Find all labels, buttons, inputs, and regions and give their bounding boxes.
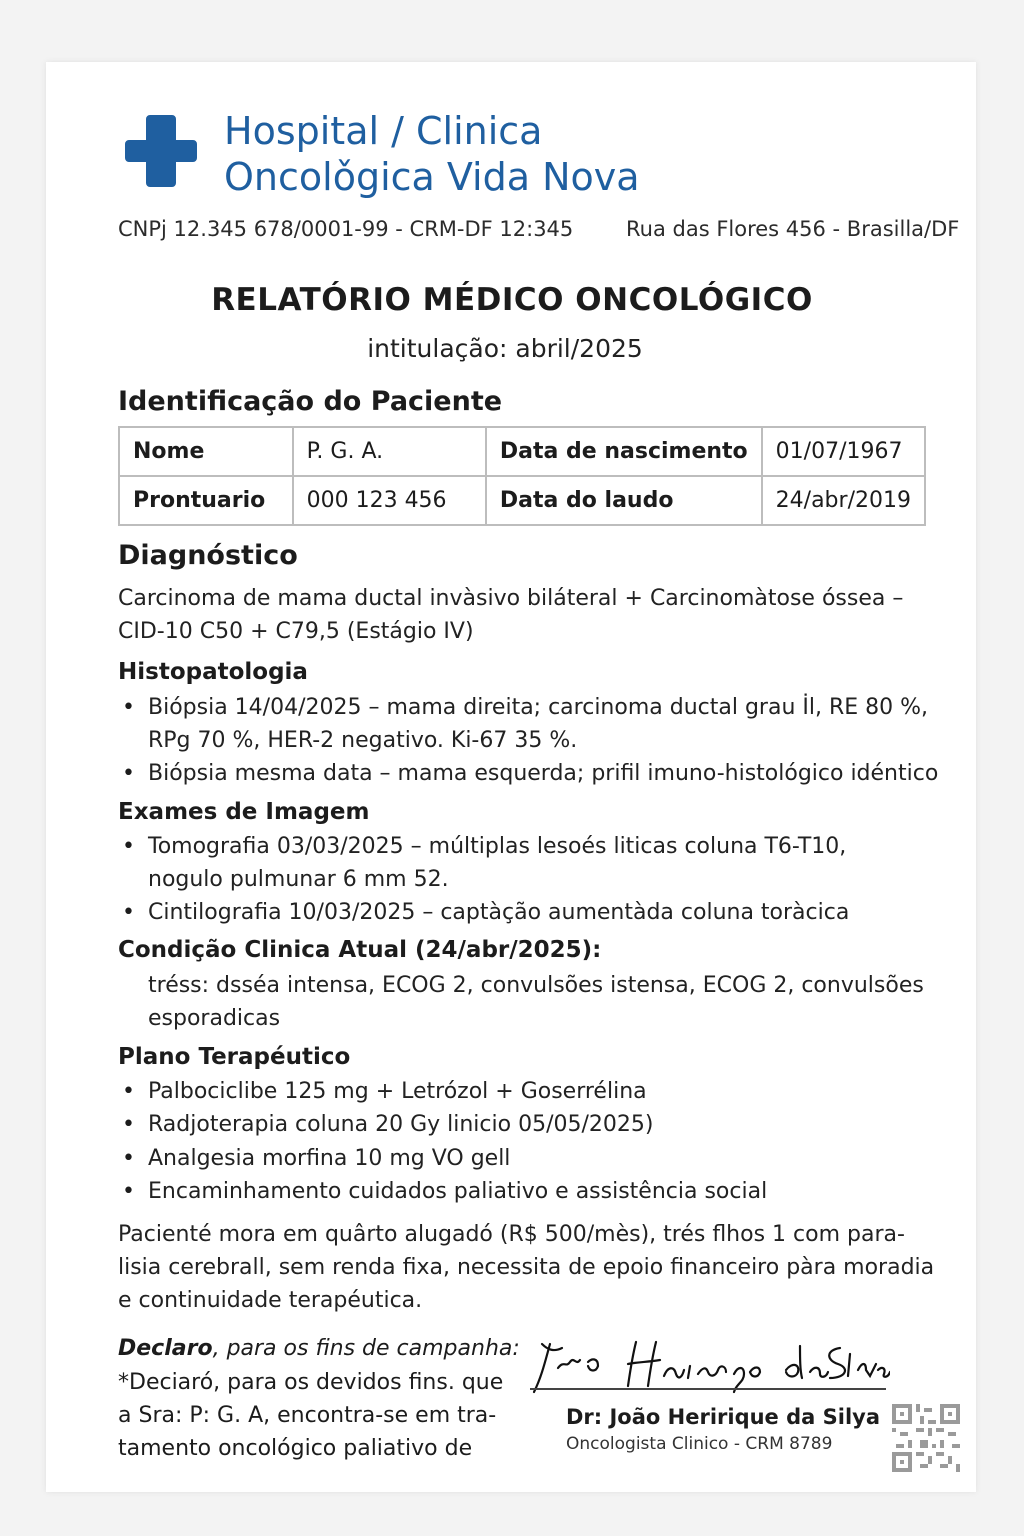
table-row [119, 476, 925, 525]
plan-heading: Plano Terapéutico [118, 1044, 351, 1070]
bullet-icon: • [122, 834, 135, 859]
signature-line [530, 1388, 886, 1390]
bullet-icon: • [122, 761, 135, 786]
social-line2: lisia cerebrall, sem renda fixa, necessita de epoio financeiro pàra moradia [118, 1255, 935, 1280]
bullet-icon: • [122, 1179, 135, 1204]
diagnosis-line1: Carcinoma de mama ductal invàsivo biláteral + Carcinomàtose óssea – [118, 586, 904, 611]
patient-table [118, 426, 926, 526]
declaration-rest: , para os fins de campanha: [212, 1336, 520, 1361]
doctor-name: Dr: João Heririque da Silya [566, 1405, 881, 1429]
report-date-value: 24/abr/2019 [762, 476, 925, 525]
plan-item: Palbociclibe 125 mg + Letrózol + Goserrélina [148, 1079, 647, 1104]
plan-item: Analgesia morfina 10 mg VO gell [148, 1146, 511, 1171]
hospital-name-line2: Oncolǒgica Vida Nova [224, 155, 640, 199]
plan-item: Encaminhamento cuidados paliativo e assistência social [148, 1179, 768, 1204]
name-label: Nome [119, 427, 293, 476]
bullet-icon: • [122, 1079, 135, 1104]
bullet-icon: • [122, 1146, 135, 1171]
social-line1: Pacienté mora em quârto alugadó (R$ 500/mès), trés flhos 1 com para- [118, 1222, 905, 1247]
hospital-address: Rua das Flores 456 - Brasilla/DF [626, 217, 960, 241]
birthdate-label: Data de nascimento [486, 427, 762, 476]
medical-cross-icon [122, 112, 200, 190]
record-label: Prontuario [119, 476, 293, 525]
imaging-item1-line1: Tomografia 03/03/2025 – múltiplas lesoés liticas coluna T6-T10, [148, 834, 847, 859]
cnpj-crm: CNPj 12.345 678/0001-99 - CRM-DF 12:345 [118, 217, 574, 241]
declaration-line1 [118, 1332, 520, 1365]
name-value: P. G. A. [293, 427, 486, 476]
imaging-item2-line1: Cintilografia 10/03/2025 – captàção aumentàda coluna toràcica [148, 900, 850, 925]
hospital-name-line1: Hospital / Clinica [224, 109, 543, 153]
condition-line2: esporadicas [148, 1006, 281, 1031]
condition-heading: Condição Clinica Atual (24/abr/2025): [118, 937, 602, 963]
imaging-heading: Exames de Imagem [118, 799, 370, 825]
histopathology-heading: Histopatologia [118, 659, 308, 685]
declaration-bold: Declaro [118, 1336, 213, 1361]
birthdate-value: 01/07/1967 [762, 427, 925, 476]
bullet-icon: • [122, 900, 135, 925]
diagnosis-line2: CID-10 C50 + C79,5 (Estágio IV) [118, 619, 474, 644]
social-line3: e continuidade terapéutica. [118, 1288, 423, 1313]
patient-heading: Identificação do Paciente [118, 386, 503, 417]
diagnosis-heading: Diagnóstico [118, 540, 298, 571]
declaration-line2: *Deciaró, para os devidos fins. que [118, 1370, 504, 1395]
qr-code-icon [892, 1404, 960, 1472]
imaging-item1-line2: nogulo pulmunar 6 mm 52. [148, 867, 449, 892]
plan-item: Radjoterapia coluna 20 Gy linicio 05/05/2025) [148, 1112, 654, 1137]
bullet-icon: • [122, 695, 135, 720]
report-title: RELATÓRIO MÉDICO ONCOLÓGICO [211, 282, 813, 318]
report-date-label: Data do laudo [486, 476, 762, 525]
histo-item1-line1: Biópsia 14/04/2025 – mama direita; carcinoma ductal grau İl, RE 80 %, [148, 695, 929, 720]
table-row [119, 427, 925, 476]
condition-line1: tréss: dsséa intensa, ECOG 2, convulsões istensa, ECOG 2, convulsões [148, 973, 924, 998]
report-subtitle: intitulação: abril/2025 [367, 334, 643, 363]
bullet-icon: • [122, 1112, 135, 1137]
histo-item2-line1: Biópsia mesma data – mama esquerda; prifil imuno-histológico idéntico [148, 761, 939, 786]
declaration-line4: tamento oncológico paliativo de [118, 1436, 473, 1461]
histo-item1-line2: RPg 70 %, HER-2 negativo. Ki-67 35 %. [148, 728, 578, 753]
declaration-line3: a Sra: P: G. A, encontra-se em tra- [118, 1403, 497, 1428]
record-value: 000 123 456 [293, 476, 486, 525]
doctor-role: Oncologista Clinico - CRM 8789 [566, 1434, 833, 1454]
